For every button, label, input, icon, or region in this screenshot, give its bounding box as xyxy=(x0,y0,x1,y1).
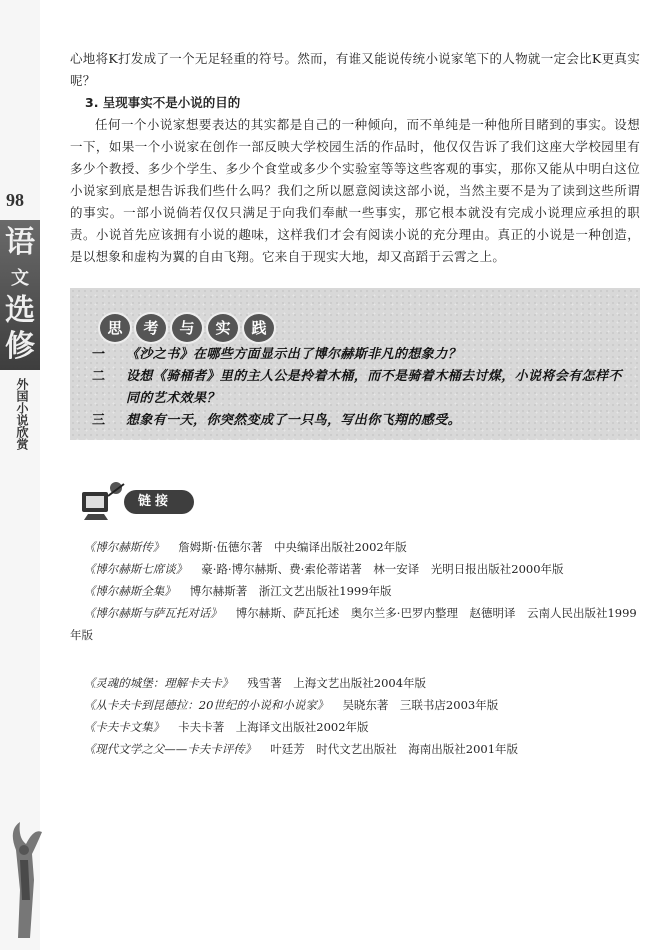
practice-box xyxy=(70,288,640,440)
series-char-1: 语 xyxy=(5,225,35,260)
book-title: 《博尔赫斯七席谈》 xyxy=(83,562,188,576)
book-entry xyxy=(70,716,640,738)
practice-title-char: 践 xyxy=(242,312,276,344)
links-title: 链接 xyxy=(124,490,194,514)
question-text: 设想《骑桶者》里的主人公是拎着木桶，而不是骑着木桶去讨煤，小说将会有怎样不同的艺术效果？ xyxy=(126,369,622,406)
book-title: 《现代文学之父——卡夫卡评传》 xyxy=(83,742,257,756)
book-entry xyxy=(70,536,640,558)
sidebar xyxy=(0,0,40,950)
book-publisher: 叶廷芳 时代文艺出版社 海南出版社2001年版 xyxy=(270,742,519,756)
practice-title-char: 与 xyxy=(170,312,204,344)
series-char-3: 选 xyxy=(5,293,35,328)
book-entry xyxy=(70,672,640,694)
book-publisher: 詹姆斯·伍德尔著 中央编译出版社2002年版 xyxy=(178,540,407,554)
book-publisher: 博尔赫斯著 浙江文艺出版社1999年版 xyxy=(189,584,392,598)
book-title: 《卡夫卡文集》 xyxy=(83,720,165,734)
book-entry xyxy=(70,602,640,646)
book-entry xyxy=(70,738,640,760)
book-title: 《博尔赫斯全集》 xyxy=(83,584,176,598)
practice-title xyxy=(98,312,276,344)
practice-title-char: 考 xyxy=(134,312,168,344)
book-title: 《从卡夫卡到昆德拉：20世纪的小说和小说家》 xyxy=(83,698,329,712)
book-title: 《灵魂的城堡：理解卡夫卡》 xyxy=(83,676,234,690)
practice-title-char: 思 xyxy=(98,312,132,344)
intro-text: 心地将K打发成了一个无足轻重的符号。然而，有谁又能说传统小说家笔下的人物就一定会比K更真实呢？ xyxy=(70,51,640,88)
question-item xyxy=(92,410,632,432)
reading-list xyxy=(70,536,640,760)
book-publisher: 吴晓东著 三联书店2003年版 xyxy=(342,698,499,712)
book-publisher: 卡夫卡著 上海译文出版社2002年版 xyxy=(178,720,369,734)
question-list xyxy=(92,344,632,432)
volume-label: 外国小说欣赏 xyxy=(15,378,29,450)
question-text: 想象有一天，你突然变成了一只鸟，写出你飞翔的感受。 xyxy=(126,413,462,428)
book-publisher: 豪·路·博尔赫斯、费·索伦蒂诺著 林一安译 光明日报出版社2000年版 xyxy=(201,562,564,576)
series-char-4: 修 xyxy=(5,329,35,364)
body-paragraph: 任何一个小说家想要表达的其实都是自己的一种倾向，而不单纯是一种他所目睹到的事实。设想一下，如果一个小说家在创作一部反映大学校园生活的作品时，他仅仅告诉了我们这座大学校园里有多少个教授、多少个学生、多少个食堂或多少个实验室等等这些客观的事实，那你又能从中明白这位小说家到底是想告诉我们些什么吗？我们之所以愿意阅读这部小说，当然主要不是为了读到这些所谓的事实。一部小说倘若仅仅只满足于向我们奉献一些事实，那它根本就没有完成小说理应承担的职责。小说首先应该拥有小说的趣味，这样我们才会有阅读小说的充分理由。真正的小说是一种创造，是以想象和虚构为翼的自由飞翔。它来自于现实大地，却又高蹈于云霄之上。 xyxy=(70,117,640,264)
book-title: 《博尔赫斯与萨瓦托对话》 xyxy=(83,606,222,620)
angel-statue-icon xyxy=(6,820,46,940)
book-entry xyxy=(70,580,640,602)
question-number: 二 xyxy=(92,369,106,384)
section-heading: 3. 呈现事实不是小说的目的 xyxy=(85,95,241,110)
page-number: 98 xyxy=(6,190,24,210)
question-item xyxy=(92,344,632,366)
book-entry xyxy=(70,694,640,716)
book-title: 《博尔赫斯传》 xyxy=(83,540,165,554)
practice-title-char: 实 xyxy=(206,312,240,344)
book-publisher: 残雪著 上海文艺出版社2004年版 xyxy=(247,676,427,690)
question-text: 《沙之书》在哪些方面显示出了博尔赫斯非凡的想象力？ xyxy=(126,347,462,362)
book-entry xyxy=(70,558,640,580)
question-item xyxy=(92,366,632,410)
main-content xyxy=(70,48,640,268)
question-number: 一 xyxy=(92,347,106,362)
question-number: 三 xyxy=(92,413,106,428)
book-publisher: 博尔赫斯、萨瓦托述 奥尔兰多·巴罗内整理 赵德明译 云南人民出版社1999年版 xyxy=(70,606,637,642)
series-logo-block xyxy=(0,220,40,370)
series-char-2: 文 xyxy=(11,268,29,289)
list-divider xyxy=(70,646,640,672)
links-header xyxy=(78,478,198,526)
